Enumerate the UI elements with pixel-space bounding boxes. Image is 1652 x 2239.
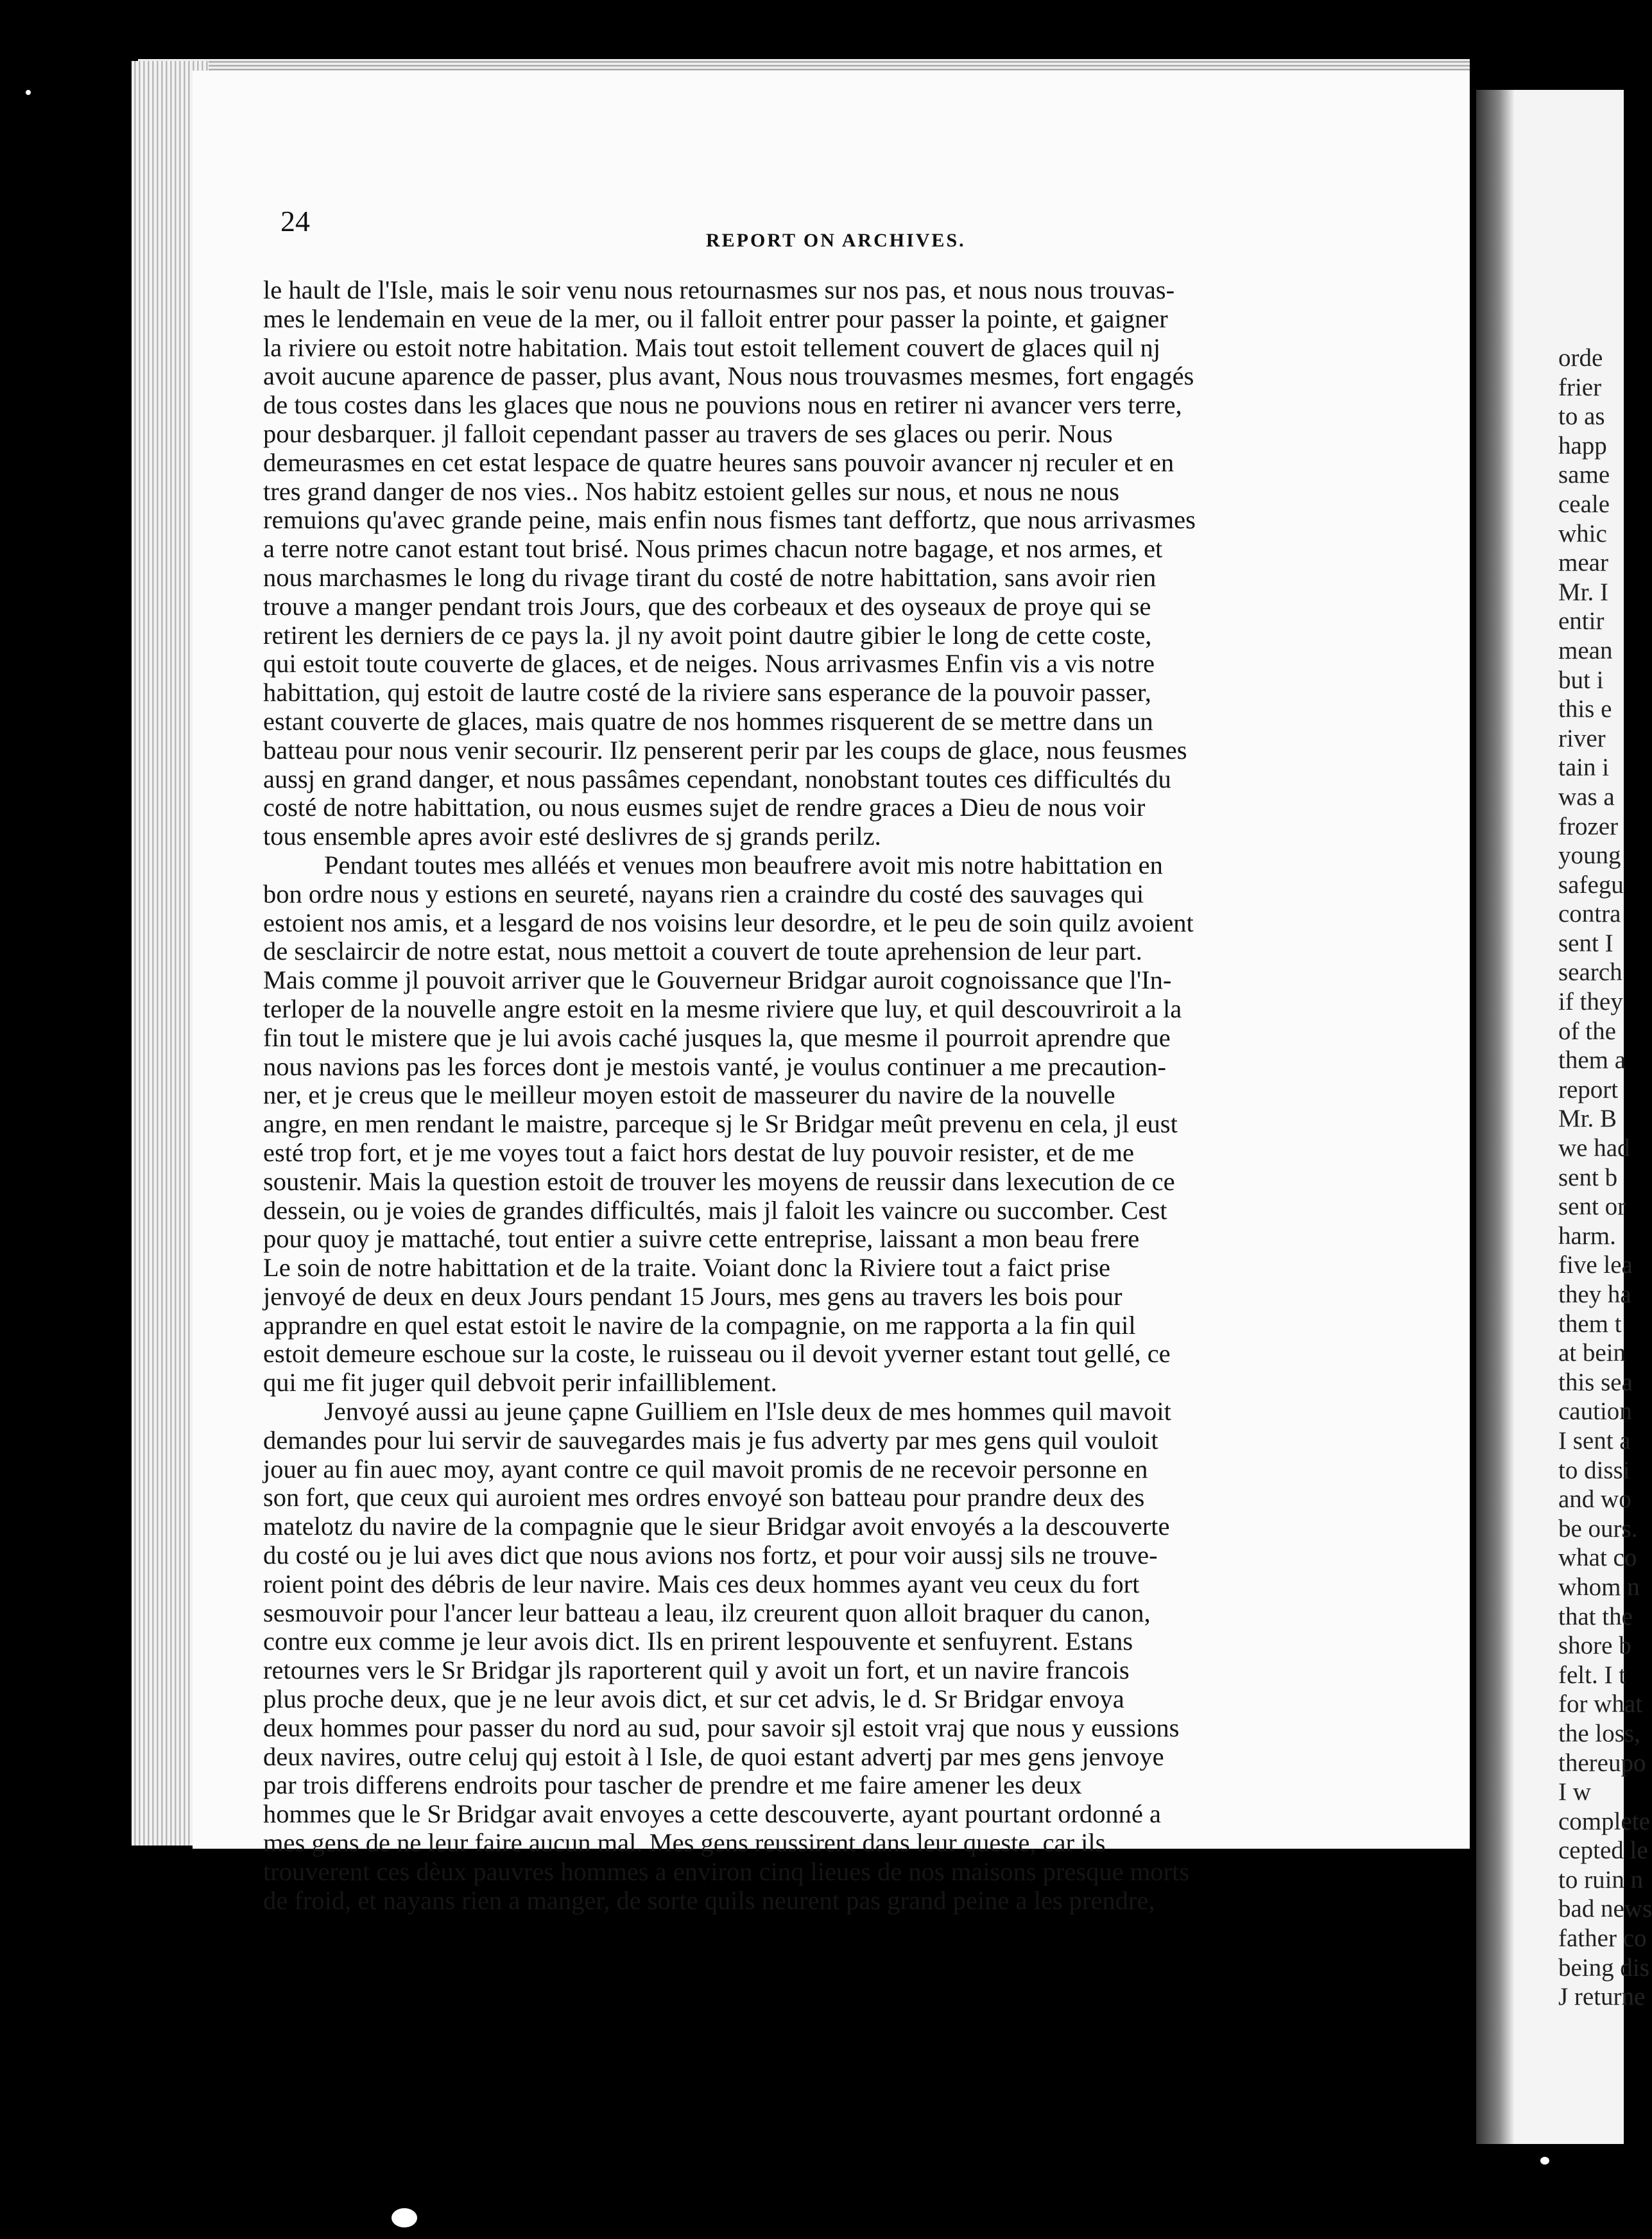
text-line: Pendant toutes mes alléés et venues mon beaufrere avoit mis notre habittation en — [324, 850, 1163, 879]
facing-page-line: orde — [1558, 344, 1603, 372]
text-line: avoit aucune aparence de passer, plus avant, Nous nous trouvasmes mesmes, fort engagés — [263, 361, 1194, 391]
text-line: nous navions pas les forces dont je mestois vanté, je voulus continuer a me precaution- — [263, 1051, 1167, 1081]
facing-page-line: them a — [1558, 1046, 1626, 1075]
facing-page-line: was a — [1558, 782, 1615, 811]
facing-page-line: them t — [1558, 1310, 1622, 1338]
facing-page-line: tain i — [1558, 754, 1610, 782]
facing-page-line: sent I — [1558, 929, 1613, 957]
facing-page-line: sent b — [1558, 1163, 1618, 1191]
facing-page-line: they ha — [1558, 1281, 1631, 1308]
facing-page-line: if they — [1558, 988, 1623, 1016]
text-line: tres grand danger de nos vies.. Nos habitz estoient gelles sur nous, et nous ne nous — [263, 476, 1119, 506]
facing-page-line: report — [1558, 1075, 1619, 1103]
facing-page-line: but i — [1558, 666, 1604, 694]
text-line: son fort, que ceux qui auroient mes ordres envoyé son batteau pour prandre deux des — [263, 1483, 1145, 1512]
text-line: retirent les derniers de ce pays la. jl ny avoit point dautre gibier le long de cette coste, — [263, 620, 1152, 650]
text-line: matelotz du navire de la compagnie que le sieur Bridgar avoit envoyés a la descouverte — [263, 1512, 1170, 1541]
text-line: Mais comme jl pouvoit arriver que le Gouverneur Bridgar auroit cognoissance que l'In- — [263, 965, 1172, 995]
facing-page-line: caution — [1558, 1397, 1632, 1426]
facing-page-line: J returne — [1558, 1983, 1646, 2011]
text-line: fin tout le mistere que je lui avois caché jusques la, que mesme il pourroit aprendre que — [263, 1023, 1171, 1052]
facing-page-line: cepted le — [1558, 1837, 1648, 1865]
facing-page-line: be ours. — [1558, 1514, 1638, 1543]
text-line: a terre notre canot estant tout brisé. Nous primes chacun notre bagage, et nos armes, et — [263, 534, 1163, 564]
facing-page-line: thereupo — [1558, 1749, 1646, 1777]
running-head: REPORT ON ARCHIVES. — [706, 230, 966, 251]
text-line: estant couverte de glaces, mais quatre de nos hommes risquerent de se mettre dans un — [263, 706, 1153, 736]
text-line: Jenvoyé aussi au jeune çapne Guilliem en l'Isle deux de mes hommes quil mavoit — [324, 1397, 1171, 1426]
text-line: batteau pour nous venir secourir. Ilz penserent perir par les coups de glace, nous feusmes — [263, 735, 1187, 765]
facing-page-line: frozer — [1558, 812, 1619, 840]
facing-page-line: search — [1558, 958, 1622, 987]
facing-page-line: what co — [1558, 1544, 1637, 1572]
text-line: pour desbarquer. jl falloit cependant passer au travers de ses glaces ou perir. Nous — [263, 419, 1113, 448]
facing-page-line: river — [1558, 724, 1606, 752]
text-line: trouverent ces dèux pauvres hommes a environ cinq lieues de nos maisons presque morts — [263, 1856, 1190, 1886]
text-line: estoient nos amis, et a lesgard de nos voisins leur desordre, et le peu de soin quilz avoient — [263, 908, 1194, 937]
text-line: remuions qu'avec grande peine, mais enfin nous fismes tant deffortz, que nous arrivasmes — [263, 505, 1196, 535]
text-line: Le soin de notre habittation et de la traite. Voiant donc la Riviere tout a faict prise — [263, 1253, 1110, 1283]
text-line: de sesclaircir de notre estat, nous mettoit a couvert de toute aprehension de leur part. — [263, 937, 1142, 966]
facing-page-line: felt. I t — [1558, 1661, 1626, 1689]
facing-page-line: ceale — [1558, 490, 1610, 518]
facing-page-line: complete — [1558, 1807, 1650, 1835]
text-line: dessein, ou je voies de grandes difficultés, mais jl faloit les vaincre ou succomber. Cest — [263, 1195, 1167, 1225]
text-line: angre, en men rendant le maistre, parceque sj le Sr Bridgar meût prevenu en cela, jl eust — [263, 1109, 1178, 1139]
facing-page-line: to ruin n — [1558, 1865, 1644, 1894]
facing-page-line: same — [1558, 461, 1610, 489]
scan-speck — [391, 2208, 417, 2227]
facing-page-line: five lea — [1558, 1251, 1633, 1279]
text-line: retournes vers le Sr Bridgar jls raporterent quil y avoit un fort, et un navire francois — [263, 1655, 1130, 1685]
text-line: mes le lendemain en veue de la mer, ou il falloit entrer pour passer la pointe, et gaigner — [263, 304, 1168, 333]
facing-page-line: to dissi — [1558, 1456, 1630, 1484]
text-line: bon ordre nous y estions en seureté, nayans rien a craindre du costé des sauvages qui — [263, 879, 1144, 908]
text-line: pour quoy je mattaché, tout entier a suivre cette entreprise, laissant a mon beau frere — [263, 1224, 1140, 1254]
text-line: roient point des débris de leur navire. Mais ces deux hommes ayant veu ceux du fort — [263, 1569, 1140, 1598]
facing-page-line: I sent a — [1558, 1426, 1631, 1455]
text-line: estoit demeure eschoue sur la coste, le ruisseau ou il devoit yverner estant tout gellé, ce — [263, 1339, 1171, 1369]
text-line: tous ensemble apres avoir esté deslivres de sj grands perilz. — [263, 822, 881, 851]
text-line: le hault de l'Isle, mais le soir venu nous retournasmes sur nos pas, et nous nous trouvas- — [263, 275, 1175, 304]
facing-page-line: whic — [1558, 519, 1607, 548]
facing-page-line: frier — [1558, 373, 1602, 401]
facing-page-line: this sea — [1558, 1368, 1633, 1396]
text-line: jenvoyé de deux en deux Jours pendant 15 Jours, mes gens au travers les bois pour — [263, 1281, 1123, 1311]
facing-page-line: to as — [1558, 402, 1605, 431]
text-line: esté trop fort, et je me voyes tout a faict hors destat de luy pouvoir resister, et de me — [263, 1137, 1134, 1167]
text-line: de froid, et nayans rien a manger, de sorte quils neurent pas grand peine a les prendre, — [263, 1885, 1155, 1915]
facing-page-line: I w — [1558, 1778, 1591, 1806]
facing-page-line: safegu — [1558, 870, 1624, 899]
facing-page-line: at bein — [1558, 1339, 1626, 1367]
text-line: contre eux comme je leur avois dict. Ils en prirent lespouvente et senfuyrent. Estans — [263, 1627, 1133, 1656]
text-line: costé de notre habittation, ou nous eusmes sujet de rendre graces a Dieu de nous voir — [263, 793, 1146, 822]
text-line: apprandre en quel estat estoit le navire de la compagnie, on me rapporta a la fin quil — [263, 1310, 1136, 1340]
text-line: du costé ou je lui aves dict que nous avions nos fortz, et pour voir aussj sils ne trouve- — [263, 1541, 1158, 1570]
text-line: hommes que le Sr Bridgar avait envoyes a cette descouverte, ayant pourtant ordonné a — [263, 1799, 1162, 1829]
facing-page-line: contra — [1558, 900, 1621, 928]
facing-page-line: being dis — [1558, 1953, 1649, 1982]
text-line: deux navires, outre celuj quj estoit à l Isle, de quoi estant advertj par mes gens jenvoye — [263, 1742, 1164, 1771]
text-line: plus proche deux, que je ne leur avois dict, et sur cet advis, le d. Sr Bridgar envoya — [263, 1684, 1124, 1714]
facing-page-line: and wo — [1558, 1485, 1631, 1514]
body-text — [263, 276, 1380, 1915]
facing-page-line: the loss, — [1558, 1719, 1640, 1747]
facing-page-line: mear — [1558, 549, 1608, 577]
text-line: par trois differens endroits pour tascher de prendre et me faire amener les deux — [263, 1770, 1082, 1800]
page-number: 24 — [280, 205, 310, 238]
text-line: habittation, quj estoit de lautre costé de la riviere sans esperance de la pouvoir passer, — [263, 678, 1151, 707]
facing-page-line: happ — [1558, 431, 1607, 460]
text-line: trouve a manger pendant trois Jours, que des corbeaux et des oyseaux de proye qui se — [263, 591, 1151, 621]
text-line: terloper de la nouvelle angre estoit en la mesme riviere que luy, et quil descouvriroit a la — [263, 994, 1182, 1023]
facing-page-line: that the — [1558, 1602, 1633, 1630]
text-line: jouer au fin auec moy, ayant contre ce quil mavoit promis de ne recevoir personne en — [263, 1454, 1148, 1483]
facing-page-line: bad news — [1558, 1895, 1652, 1923]
facing-page-line: father co — [1558, 1924, 1647, 1953]
text-line: nous marchasmes le long du rivage tirant du costé de notre habittation, sans avoir rien — [263, 562, 1157, 592]
facing-page-line: harm. — [1558, 1222, 1616, 1250]
facing-page-line: entir — [1558, 607, 1605, 635]
facing-page-line: young — [1558, 842, 1621, 870]
gutter-shadow — [1476, 90, 1515, 2144]
text-line: aussj en grand danger, et nous passâmes cependant, nonobstant toutes ces difficultés du — [263, 764, 1171, 793]
text-line: demandes pour lui servir de sauvegardes mais je fus adverty par mes gens quil vouloit — [263, 1425, 1158, 1455]
facing-page-line: we had — [1558, 1134, 1630, 1163]
facing-page-line: mean — [1558, 636, 1613, 664]
facing-page-line: of the — [1558, 1017, 1616, 1045]
text-line: la riviere ou estoit notre habitation. Mais tout estoit tellement couvert de glaces quil nj — [263, 333, 1161, 362]
text-line: soustenir. Mais la question estoit de trouver les moyens de reussir dans lexecution de ce — [263, 1166, 1175, 1196]
facing-page-line: Mr. I — [1558, 578, 1608, 606]
facing-page-line: Mr. B — [1558, 1105, 1617, 1133]
facing-page-line: for what — [1558, 1690, 1643, 1718]
facing-page-line: shore b — [1558, 1632, 1631, 1660]
facing-page-line: sent or — [1558, 1193, 1626, 1221]
text-line: deux hommes pour passer du nord au sud, pour savoir sjl estoit vraj que nous y eussions — [263, 1713, 1180, 1742]
text-line: mes gens de ne leur faire aucun mal. Mes gens reussirent dans leur queste, car ils — [263, 1828, 1106, 1858]
text-line: sesmouvoir pour l'ancer leur batteau a leau, ilz creurent quon alloit braquer du canon, — [263, 1598, 1151, 1627]
scan-speck — [1540, 2157, 1549, 2165]
text-line: qui estoit toute couverte de glaces, et de neiges. Nous arrivasmes Enfin vis a vis notre — [263, 649, 1155, 679]
facing-page-line: this e — [1558, 695, 1612, 723]
text-line: de tous costes dans les glaces que nous ne pouvions nous en retirer ni avancer vers terre, — [263, 390, 1182, 420]
scan-speck — [26, 90, 31, 95]
text-line: ner, et je creus que le meilleur moyen estoit de masseurer du navire de la nouvelle — [263, 1080, 1115, 1110]
facing-page-line: whom n — [1558, 1573, 1640, 1601]
text-line: demeurasmes en cet estat lespace de quatre heures sans pouvoir avancer nj reculer et en — [263, 447, 1174, 477]
text-line: qui me fit juger quil debvoit perir infailliblement. — [263, 1368, 777, 1397]
facing-page-text — [1558, 343, 1652, 2012]
